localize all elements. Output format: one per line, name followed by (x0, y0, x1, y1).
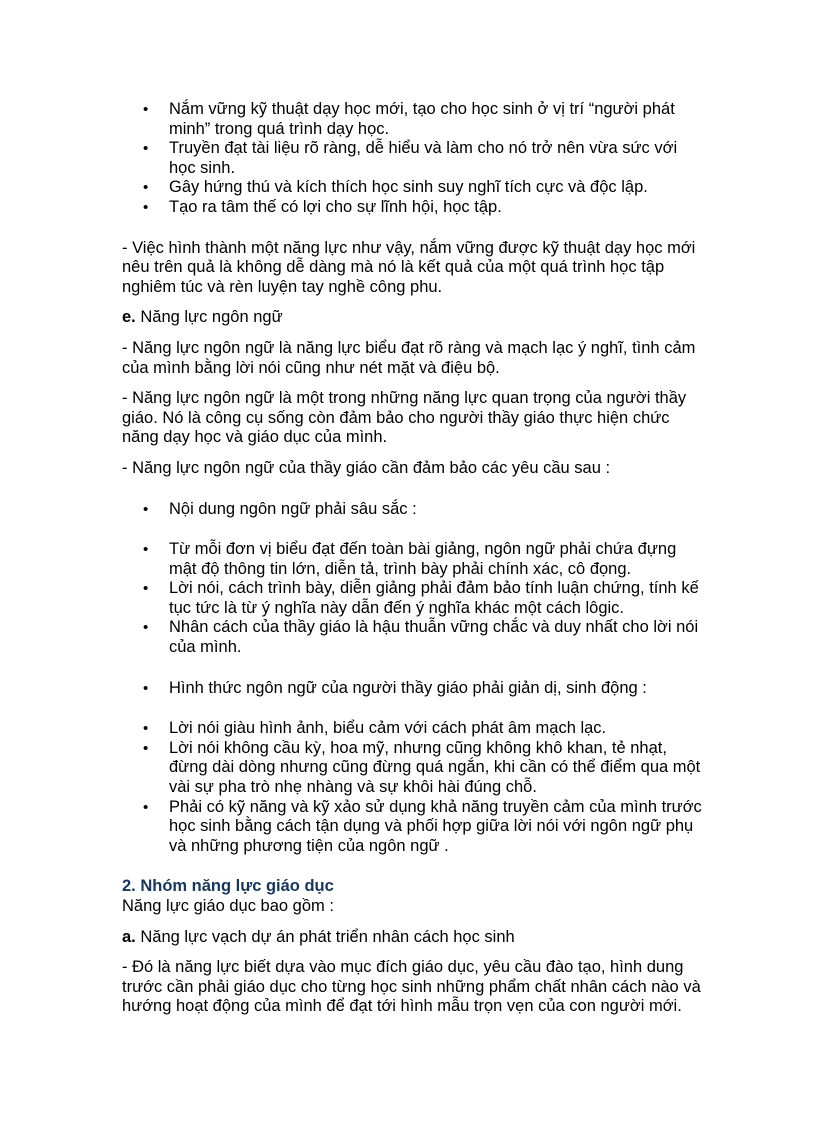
section-heading-a (122, 928, 702, 948)
content-requirement-list (122, 500, 702, 520)
list-item: • Phải có kỹ năng và kỹ xảo sử dụng khả năng truyền cảm của mình trước học sinh bằng cách tận dụng và phối hợp giữa lời nói với ngôn ngữ phụ và những phương tiện của ngôn ngữ . (122, 798, 702, 857)
section-heading-e (122, 308, 702, 328)
section-heading-2: 2. Nhóm năng lực giáo dục (122, 877, 334, 896)
list-item: • Nắm vững kỹ thuật dạy học mới, tạo cho học sinh ở vị trí “người phát minh” trong quá trình dạy học. (122, 100, 702, 139)
list-item: • Lời nói không cầu kỳ, hoa mỹ, nhưng cũng không khô khan, tẻ nhạt, đừng dài dòng nhưng cũng đừng quá ngắn, khi cần có thể điểm qua một vài sự pha trò nhẹ nhàng và sự khôi hài đúng chỗ. (122, 739, 702, 798)
section-letter: e. (122, 308, 136, 327)
paragraph: - Năng lực ngôn ngữ là năng lực biểu đạt rõ ràng và mạch lạc ý nghĩ, tình cảm của mình bằng lời nói cũng như nét mặt và điệu bộ. (122, 338, 696, 377)
list-item: • Truyền đạt tài liệu rõ ràng, dễ hiểu và làm cho nó trở nên vừa sức với học sinh. (122, 139, 702, 178)
form-requirement-list (122, 679, 702, 699)
list-item: • Lời nói giàu hình ảnh, biểu cảm với cách phát âm mạch lạc. (122, 719, 702, 739)
form-details-list (122, 719, 702, 856)
list-item: • Lời nói, cách trình bày, diễn giảng phải đảm bảo tính luận chứng, tính kế tục tức là từ ý nghĩa này dẫn đến ý nghĩa khác một cách lôgic. (122, 579, 702, 618)
list-item: • Gây hứng thú và kích thích học sinh suy nghĩ tích cực và độc lập. (122, 178, 702, 198)
section-subheading: Năng lực giáo dục bao gồm : (122, 897, 334, 915)
paragraph: - Năng lực ngôn ngữ là một trong những năng lực quan trọng của người thầy giáo. Nó là công cụ sống còn đảm bảo cho người thầy giáo thực hiện chức năng dạy học và giáo dục của mình. (122, 389, 687, 447)
paragraph: - Đó là năng lực biết dựa vào mục đích giáo dục, yêu cầu đào tạo, hình dung trước cần phải giáo dục cho từng học sinh những phẩm chất nhân cách nào và hướng hoạt động của mình để đạt tới hình mẫu trọn vẹn của con người mới. (122, 958, 701, 1016)
list-item: • Nội dung ngôn ngữ phải sâu sắc : (122, 500, 702, 520)
paragraph: - Năng lực ngôn ngữ của thầy giáo cần đảm bảo các yêu cầu sau : (122, 458, 611, 477)
paragraph: - Việc hình thành một năng lực như vậy, nắm vững được kỹ thuật dạy học mới nêu trên quả là không dễ dàng mà nó là kết quả của một quá trình học tập nghiêm túc và rèn luyện tay nghề công phu. (122, 238, 696, 296)
section-title: Năng lực vạch dự án phát triển nhân cách học sinh (135, 927, 515, 946)
section-title: Năng lực ngôn ngữ (135, 308, 283, 327)
list-item: • Hình thức ngôn ngữ của người thầy giáo phải giản dị, sinh động : (122, 679, 702, 699)
list-item: • Nhân cách của thầy giáo là hậu thuẫn vững chắc và duy nhất cho lời nói của mình. (122, 618, 702, 657)
teaching-skills-list (122, 100, 702, 218)
document-page (122, 100, 702, 1017)
content-details-list (122, 540, 702, 658)
list-item: • Từ mỗi đơn vị biểu đạt đến toàn bài giảng, ngôn ngữ phải chứa đựng mật độ thông tin lớn, diễn tả, trình bày phải chính xác, cô đọng. (122, 540, 702, 579)
section-letter: a. (122, 927, 136, 946)
list-item: • Tạo ra tâm thế có lợi cho sự lĩnh hội, học tập. (122, 198, 702, 218)
